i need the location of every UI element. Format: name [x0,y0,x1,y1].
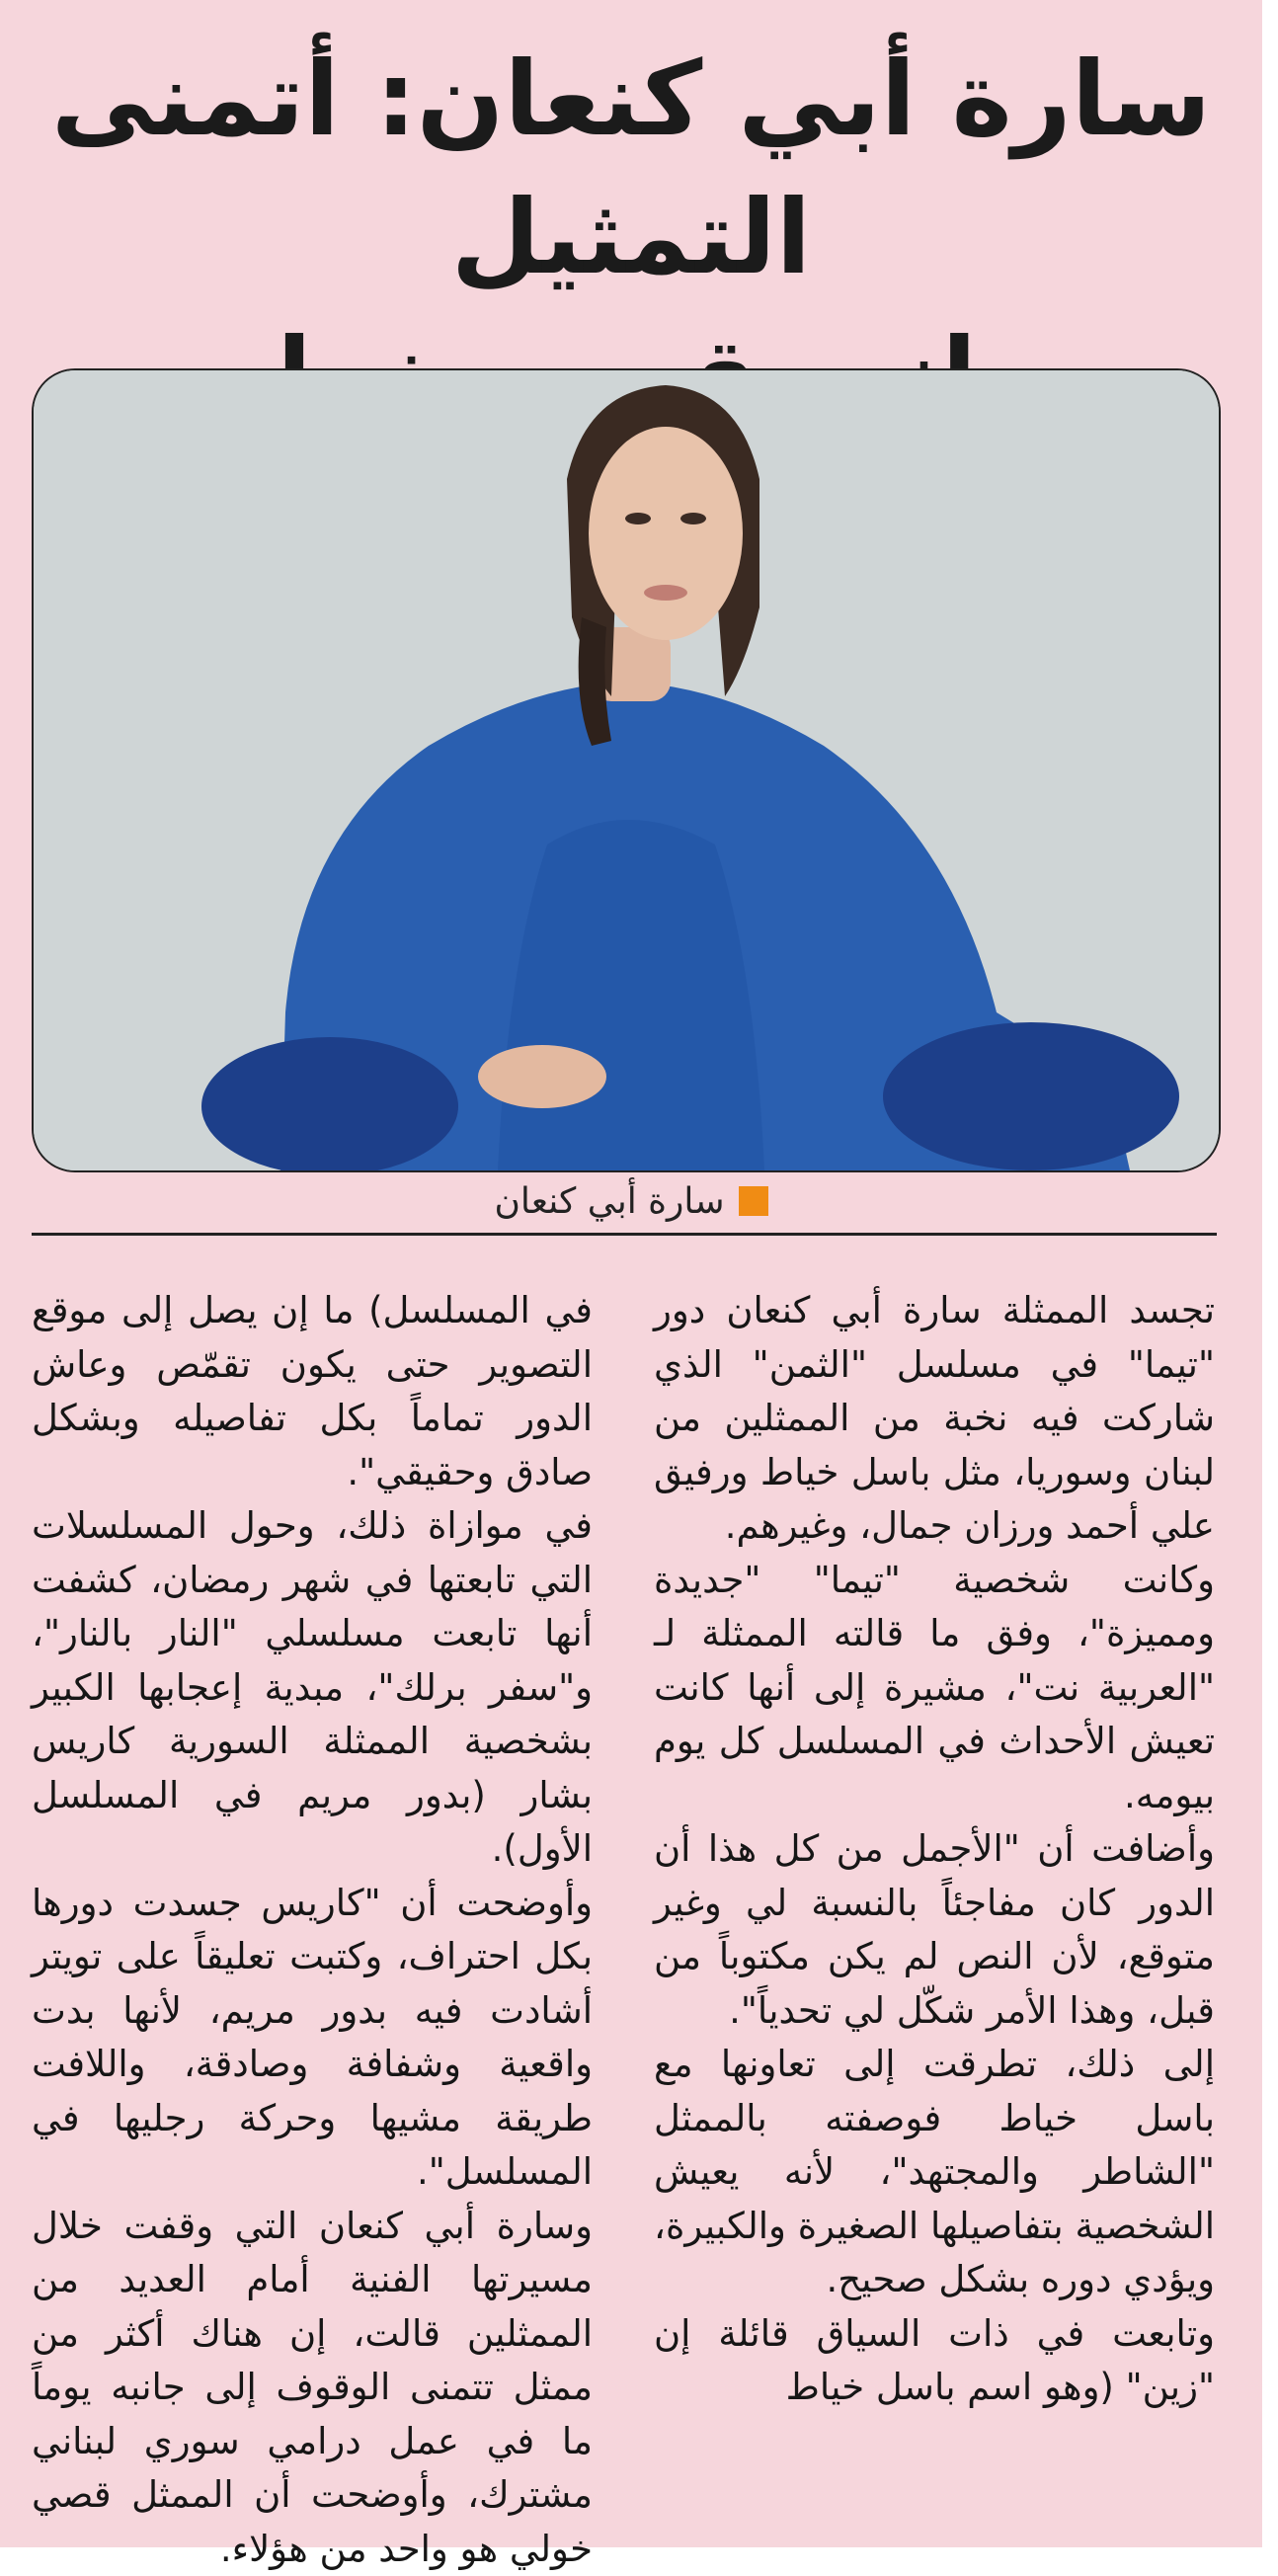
right-feather-cuff [883,1022,1179,1170]
paragraph: وأضافت أن "الأجمل من كل هذا أن الدور كان مفاجئاً بالنسبة لي وغير متوقع، لأن النص لم يكن مكتوباً من قبل، وهذا الأمر شكّل لي تحدياً". [654,1822,1215,2038]
photo-caption [0,1175,1262,1227]
caption-divider [32,1233,1217,1236]
left-eye [625,513,651,524]
caption-text: سارة أبي كنعان [494,1181,724,1222]
paragraph: وكانت شخصية "تيما" "جديدة ومميزة"، وفق ما قالته الممثلة لـ "العربية نت"، مشيرة إلى أنها كانت تعيش الأحداث في المسلسل كل يوم بيومه. [654,1554,1215,1823]
caption-marker-icon [739,1186,768,1216]
paragraph: في موازاة ذلك، وحول المسلسلات التي تابعتها في شهر رمضان، كشفت أنها تابعت مسلسلي "النار بالنار"، و"سفر برلك"، مبدية إعجابها الكبير بشخصية الممثلة السورية كاريس بشار (بدور مريم في المسلسل الأول). [32,1499,593,1877]
article-photo [32,368,1221,1172]
paragraph: وتابعت في ذات السياق قائلة إن "زين" (وهو اسم باسل خياط [654,2307,1215,2415]
face [589,427,743,640]
left-feather-cuff [201,1037,458,1170]
headline-line-1: سارة أبي كنعان: أتمنى التمثيل [0,30,1262,306]
paragraph: وسارة أبي كنعان التي وقفت خلال مسيرتها الفنية أمام العديد من الممثلين قالت، إن هناك أكثر من ممثل تتمنى الوقوف إلى جانبه يوماً ما في عمل درامي سوري لبناني مشترك، وأوضحت أن الممثل قصي خولي هو واحد من هؤلاء. [32,2200,593,2576]
lips [644,585,687,601]
portrait-illustration [34,370,1219,1170]
paragraph: إلى ذلك، تطرقت إلى تعاونها مع باسل خياط فوصفته بالممثل "الشاطر والمجتهد"، لأنه يعيش الشخصية بتفاصيلها الصغيرة والكبيرة، ويؤدي دوره بشكل صحيح. [654,2038,1215,2307]
hand [478,1045,606,1108]
right-eye [680,513,706,524]
paragraph: وأوضحت أن "كاريس جسدت دورها بكل احتراف، وكتبت تعليقاً على تويتر أشادت فيه بدور مريم، لأنها بدت واقعية وشفافة وصادقة، واللافت طريقة مشيها وحركة رجليها في المسلسل". [32,1877,593,2200]
paragraph: في المسلسل) ما إن يصل إلى موقع التصوير حتى يكون تقمّص وعاش الدور تماماً بكل تفاصيله وبشكل صادق وحقيقي". [32,1284,593,1499]
article-column-left [32,1284,593,2576]
article-column-right [654,1284,1215,2415]
paragraph: تجسد الممثلة سارة أبي كنعان دور "تيما" في مسلسل "الثمن" الذي شاركت فيه نخبة من الممثلين من لبنان وسوريا، مثل باسل خياط ورفيق علي أحمد ورزان جمال، وغيرهم. [654,1284,1215,1554]
